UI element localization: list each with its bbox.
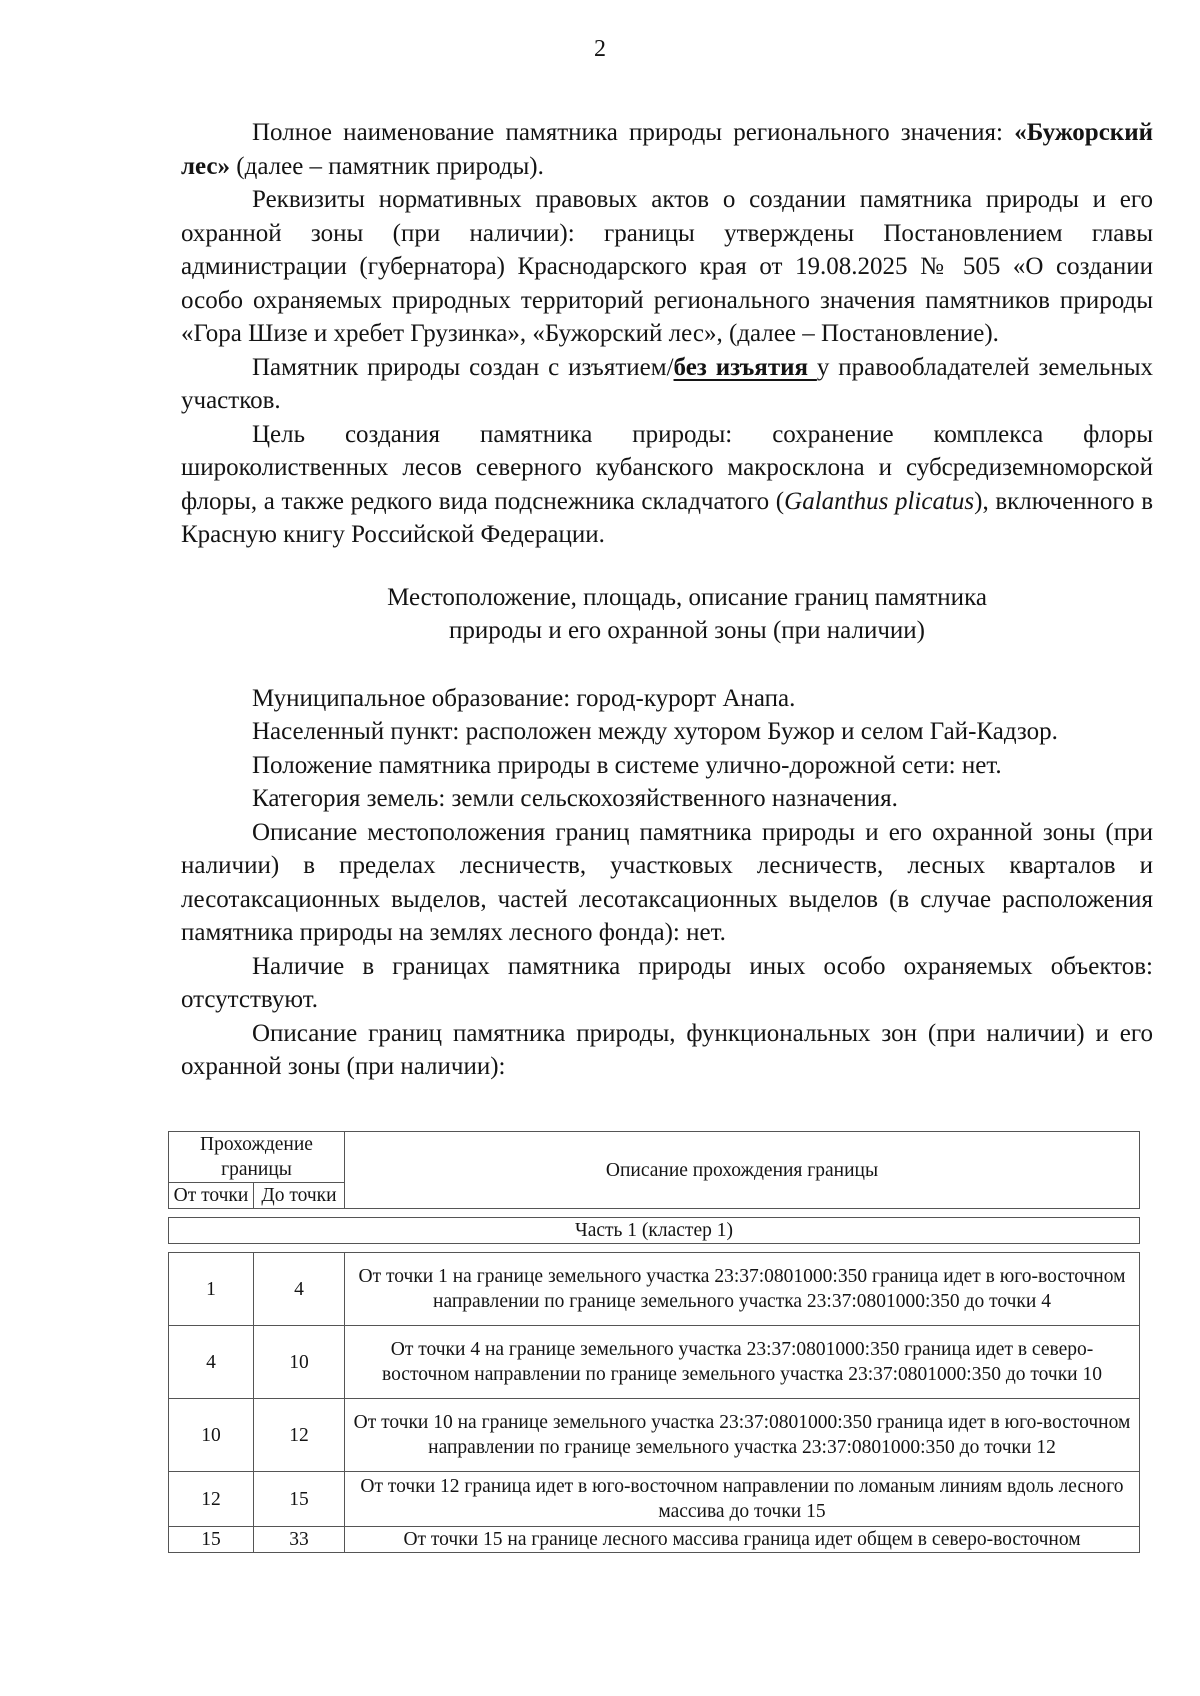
cell-description: От точки 15 на границе лесного массива граница идет общем в северо-восточном [345,1527,1140,1553]
full-name-text: Полное наименование памятника природы регионального значения: [252,119,1015,146]
paragraph-legal-acts: Реквизиты нормативных правовых актов о создании памятника природы и его охранной зоны (при наличии): границы утверждены Постановлением главы администрации (губернатора) Краснодарского края от 19.08.2025 № 505 «О создании особо охраняемых природных территорий регионального значения памятников природы «Гора Шизе и хребет Грузинка», «Бужорский лес», (далее – Постановление). [181,186,1153,347]
header-description: Описание прохождения границы [345,1132,1140,1209]
section-heading-line-1: Местоположение, площадь, описание границ памятника [387,583,987,611]
full-name-suffix: (далее – памятник природы). [230,152,544,180]
paragraph-land-category: Категория земель: земли сельскохозяйственного назначения. [252,785,898,812]
purpose-text: Цель создания памятника природы: сохранение комплекса флоры широколиственных лесов северного кубанского макросклона и субсредиземноморской флоры, а также редкого вида подснежника складчатого ( [181,420,1153,515]
paragraph-settlement: Населенный пункт: расположен между хутором Бужор и селом Гай-Кадзор. [252,718,1058,745]
table-gap-cell [169,1244,1140,1253]
withdrawal-text: Памятник природы создан с изъятием/ [252,353,674,381]
paragraph-municipality: Муниципальное образование: город-курорт Анапа. [252,684,796,712]
cell-to: 10 [254,1326,345,1399]
table-row [169,1472,1140,1527]
purpose-suffix: ), включенного в Красную книгу Российской Федерации. [181,487,1153,548]
table-row [169,1399,1140,1472]
species-latin-name: Galanthus plicatus [784,487,975,515]
boundary-table [168,1131,1140,1553]
table-gap [169,1209,1140,1218]
header-to-point: До точки [254,1183,345,1209]
cell-description: От точки 12 граница идет в юго-восточном направлении по ломаным линиям вдоль лесного массива до точки 15 [345,1472,1140,1527]
cell-from: 10 [169,1399,254,1472]
cell-from: 1 [169,1253,254,1326]
paragraph-purpose [181,418,1153,552]
table-section-row [169,1218,1140,1244]
document-body [181,116,1153,1084]
cell-description: От точки 4 на границе земельного участка 23:37:0801000:350 граница идет в северо-восточном направлении по границе земельного участка 23:37:0801000:350 до точки 10 [345,1326,1140,1399]
table-row [169,1527,1140,1553]
cell-to: 33 [254,1527,345,1553]
paragraph-road-network: Положение памятника природы в системе улично-дорожной сети: нет. [252,751,1002,779]
section-label: Часть 1 (кластер 1) [169,1218,1140,1244]
header-from-point: От точки [169,1183,254,1209]
cell-from: 12 [169,1472,254,1527]
cell-from: 15 [169,1527,254,1553]
paragraph-boundary-description: Описание границ памятника природы, функциональных зон (при наличии) и его охранной зоны (при наличии): [181,1019,1153,1080]
paragraph-other-objects: Наличие в границах памятника природы иных особо охраняемых объектов: отсутствуют. [181,952,1153,1013]
cell-to: 4 [254,1253,345,1326]
cell-description: От точки 1 на границе земельного участка 23:37:0801000:350 граница идет в юго-восточном направлении по границе земельного участка 23:37:0801000:350 до точки 4 [345,1253,1140,1326]
table-header-row [169,1132,1140,1183]
cell-description: От точки 10 на границе земельного участка 23:37:0801000:350 граница идет в юго-восточном направлении по границе земельного участка 23:37:0801000:350 до точки 12 [345,1399,1140,1472]
withdrawal-suffix: у правообладателей земельных участков. [181,353,1153,414]
table-row [169,1253,1140,1326]
paragraph-full-name [181,116,1153,183]
table-gap [169,1244,1140,1253]
cell-from: 4 [169,1326,254,1399]
table-row [169,1326,1140,1399]
header-passage: Прохождение границы [169,1132,345,1183]
withdrawal-selected-option: без изъятия [673,353,817,381]
section-heading [181,581,1153,647]
table-gap-cell [169,1209,1140,1218]
paragraph-withdrawal [181,351,1153,418]
section-heading-line-2: природы и его охранной зоны (при наличии) [449,616,925,644]
monument-name: «Бужорский лес» [181,119,1153,180]
cell-to: 15 [254,1472,345,1527]
cell-to: 12 [254,1399,345,1472]
page-number: 2 [594,36,606,62]
paragraph-forestry-location: Описание местоположения границ памятника природы и его охранной зоны (при наличии) в пределах лесничеств, участковых лесничеств, лесных кварталов и лесотаксационных выделов, частей лесотаксационных выделов (в случае расположения памятника природы на землях лесного фонда): нет. [181,818,1153,946]
